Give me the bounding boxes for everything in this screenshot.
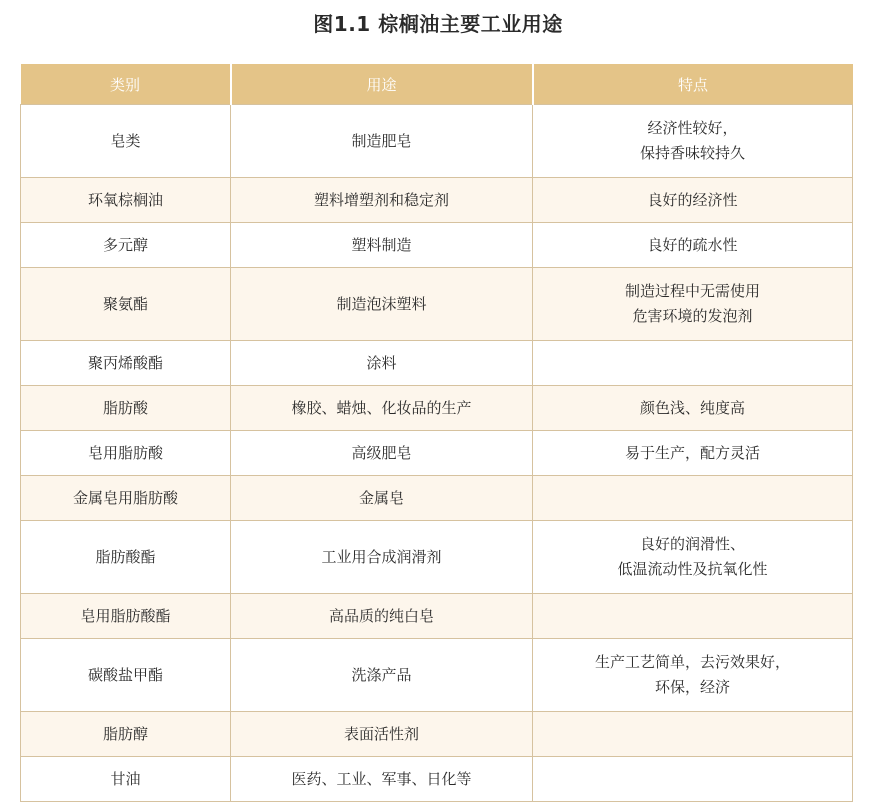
table-title: 图1.1 棕榈油主要工业用途 <box>313 12 563 36</box>
column-header-feature: 特点 <box>533 64 853 105</box>
industrial-uses-table <box>20 64 853 802</box>
category-cell: 脂肪酸 <box>21 386 231 431</box>
feature-cell <box>533 268 853 341</box>
use-cell: 塑料增塑剂和稳定剂 <box>231 178 533 223</box>
header-row <box>21 64 853 105</box>
feature-line: 生产工艺简单，去污效果好， <box>594 653 790 671</box>
feature-cell <box>533 594 853 639</box>
feature-line: 经济性较好， <box>647 119 738 137</box>
table-row <box>21 105 853 178</box>
table-row <box>21 639 853 712</box>
feature-line: 低温流动性及抗氧化性 <box>617 560 768 578</box>
table-row <box>21 757 853 802</box>
category-cell: 碳酸盐甲酯 <box>21 639 231 712</box>
feature-cell <box>533 105 853 178</box>
feature-cell: 良好的经济性 <box>533 178 853 223</box>
category-cell: 皂用脂肪酸 <box>21 431 231 476</box>
category-cell: 甘油 <box>21 757 231 802</box>
feature-cell <box>533 639 853 712</box>
category-cell: 脂肪酸酯 <box>21 521 231 594</box>
table-row <box>21 341 853 386</box>
feature-line: 良好的润滑性、 <box>639 535 745 553</box>
category-cell: 聚氨酯 <box>21 268 231 341</box>
use-cell: 工业用合成润滑剂 <box>231 521 533 594</box>
use-cell: 制造泡沫塑料 <box>231 268 533 341</box>
table-row <box>21 268 853 341</box>
feature-line: 环保，经济 <box>654 678 730 696</box>
column-header-use: 用途 <box>231 64 533 105</box>
category-cell: 皂类 <box>21 105 231 178</box>
feature-line: 保持香味较持久 <box>639 144 745 162</box>
feature-cell <box>533 476 853 521</box>
use-cell: 高级肥皂 <box>231 431 533 476</box>
use-cell: 医药、工业、军事、日化等 <box>231 757 533 802</box>
table-row <box>21 431 853 476</box>
feature-cell: 良好的疏水性 <box>533 223 853 268</box>
category-cell: 金属皂用脂肪酸 <box>21 476 231 521</box>
feature-cell <box>533 341 853 386</box>
feature-cell: 易于生产，配方灵活 <box>533 431 853 476</box>
use-cell: 塑料制造 <box>231 223 533 268</box>
use-cell: 制造肥皂 <box>231 105 533 178</box>
feature-cell <box>533 712 853 757</box>
use-cell: 金属皂 <box>231 476 533 521</box>
table-row <box>21 476 853 521</box>
feature-cell <box>533 757 853 802</box>
table-row <box>21 386 853 431</box>
feature-line: 制造过程中无需使用 <box>624 282 760 300</box>
use-cell: 高品质的纯白皂 <box>231 594 533 639</box>
category-cell: 环氧棕榈油 <box>21 178 231 223</box>
category-cell: 聚丙烯酸酯 <box>21 341 231 386</box>
table-row <box>21 223 853 268</box>
table-row <box>21 594 853 639</box>
use-cell: 洗涤产品 <box>231 639 533 712</box>
feature-cell <box>533 521 853 594</box>
category-cell: 多元醇 <box>21 223 231 268</box>
column-header-category: 类别 <box>21 64 231 105</box>
use-cell: 表面活性剂 <box>231 712 533 757</box>
table-row <box>21 712 853 757</box>
category-cell: 皂用脂肪酸酯 <box>21 594 231 639</box>
category-cell: 脂肪醇 <box>21 712 231 757</box>
table-row <box>21 178 853 223</box>
feature-line: 危害环境的发泡剂 <box>632 307 753 325</box>
use-cell: 涂料 <box>231 341 533 386</box>
table-row <box>21 521 853 594</box>
use-cell: 橡胶、蜡烛、化妆品的生产 <box>231 386 533 431</box>
feature-cell: 颜色浅、纯度高 <box>533 386 853 431</box>
